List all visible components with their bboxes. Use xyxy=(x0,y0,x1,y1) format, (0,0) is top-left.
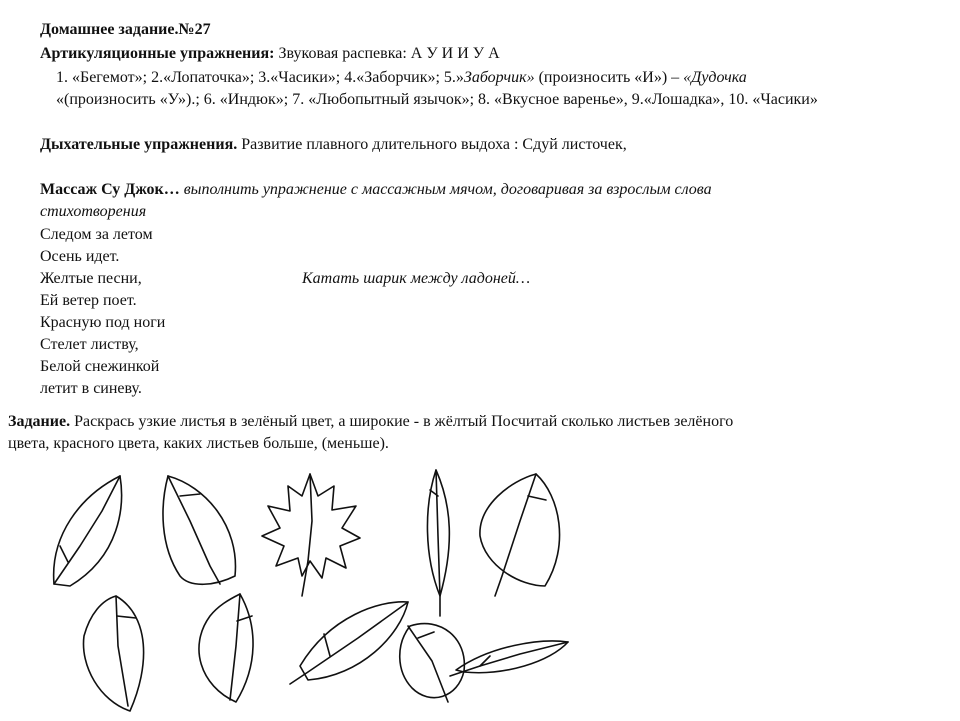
massage-text-cont: стихотворения xyxy=(40,203,147,220)
round-leaf-icon xyxy=(400,624,465,702)
poem-note: Катать шарик между ладоней… xyxy=(302,270,531,287)
heart-leaf-icon xyxy=(199,594,253,702)
page-title: Домашнее задание.№27 xyxy=(40,21,211,38)
massage-header: Массаж Су Джок… выполнить упражнение с массажным мячом, договаривая за взрослым слова xyxy=(40,181,712,198)
poem-line: Следом за летом xyxy=(40,226,153,243)
willow-leaf-icon xyxy=(427,470,449,616)
poem-line: Осень идет. xyxy=(40,248,120,265)
task-header: Задание. Раскрась узкие листья в зелёный цвет, а широкие - в жёлтый Посчитай сколько листьев зелёного xyxy=(8,413,734,430)
birch-leaf-icon xyxy=(54,476,122,586)
poem-line: Ей ветер поет. xyxy=(40,292,137,309)
elm-leaf-icon xyxy=(480,474,560,596)
poem-line: Красную под ноги xyxy=(40,314,166,331)
poem-line: летит в синеву. xyxy=(40,380,142,397)
maple-leaf-icon xyxy=(262,474,360,596)
nettle-leaf-icon xyxy=(83,596,143,711)
linden-leaf-icon xyxy=(163,476,235,584)
long-leaf-icon xyxy=(290,602,408,684)
narrow-leaf-icon xyxy=(450,641,568,676)
task-text-cont: цвета, красного цвета, каких листьев больше, (меньше). xyxy=(8,435,389,452)
breathing-header: Дыхательные упражнения. Развитие плавного длительного выдоха : Сдуй листочек, xyxy=(40,136,627,153)
poem-line: Стелет листву, xyxy=(40,336,139,353)
poem-line: Белой снежинкой xyxy=(40,358,160,375)
exercise-list-line-1: 1. «Бегемот»; 2.«Лопаточка»; 3.«Часики»; 4.«Заборчик»; 5.»Заборчик» (произносить «И») – «Дудочка xyxy=(56,69,747,86)
leaves-illustration xyxy=(40,466,600,716)
articulation-header: Артикуляционные упражнения: Звуковая распевка: А У И И У А xyxy=(40,45,500,62)
exercise-list-line-2: «(произносить «У»).; 6. «Индюк»; 7. «Любопытный язычок»; 8. «Вкусное варенье», 9.«Лошадка», 10. «Часики» xyxy=(56,91,818,108)
poem-line: Желтые песни, xyxy=(40,270,142,287)
